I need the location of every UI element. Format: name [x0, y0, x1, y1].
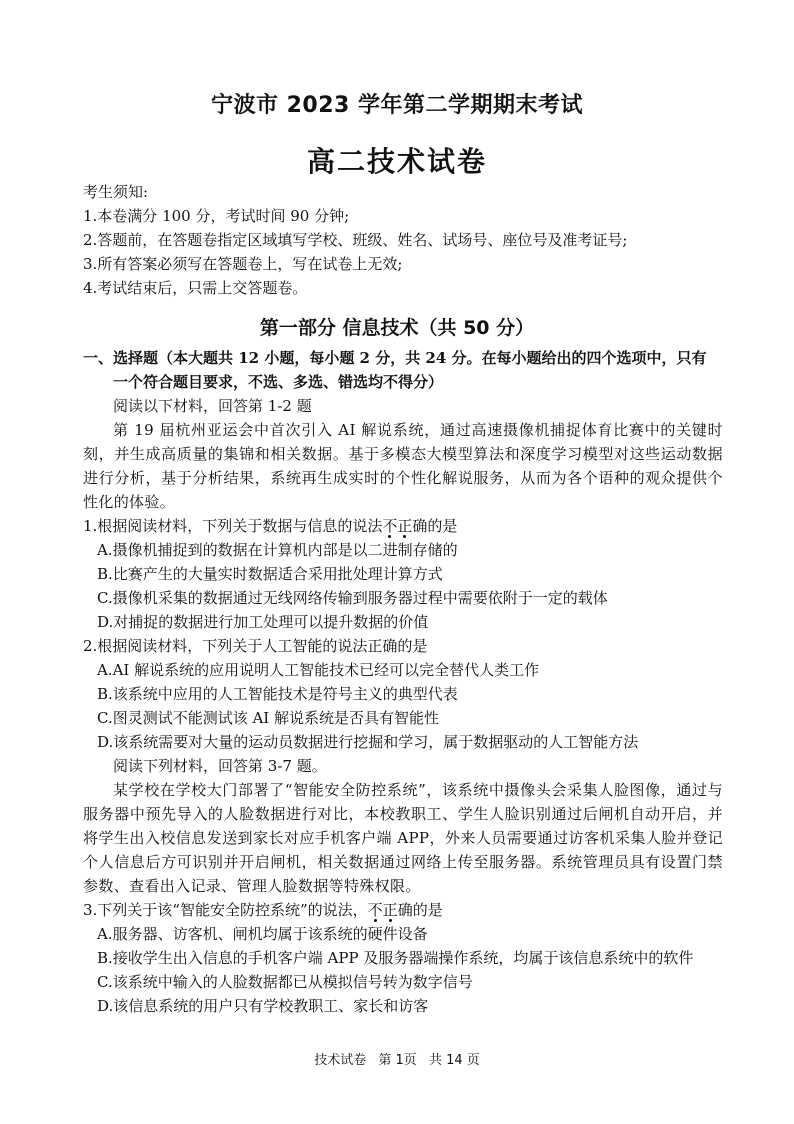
- answer-option: C.图灵测试不能测试该 AI 解说系统是否具有智能性: [97, 709, 440, 727]
- section-heading: [83, 346, 723, 394]
- material-intro: 阅读以下材料，回答第 1-2 题: [113, 397, 312, 415]
- notice-item: 2.答题前，在答题卷指定区域填写学校、班级、姓名、试场号、座位号及准考证号;: [83, 231, 628, 249]
- answer-option: B.接收学生出入信息的手机客户端 APP 及服务器端操作系统，均属于该信息系统中的软件: [97, 949, 694, 967]
- answer-option: B.该系统中应用的人工智能技术是符号主义的典型代表: [97, 685, 458, 703]
- answer-option: D.对捕捉的数据进行加工处理可以提升数据的价值: [97, 613, 429, 631]
- footer-total-pages: 共 14 页: [428, 1053, 480, 1068]
- answer-option: A.AI 解说系统的应用说明人工智能技术已经可以完全替代人类工作: [97, 661, 540, 679]
- stem-text: 1.根据阅读材料，下列关于数据与信息的说法: [83, 517, 383, 535]
- question-stem: [83, 514, 723, 538]
- question-stem: [83, 898, 723, 922]
- material-intro: 阅读下列材料，回答第 3-7 题。: [113, 757, 327, 775]
- answer-option: A.摄像机捕捉到的数据在计算机内部是以二进制存储的: [97, 541, 458, 559]
- candidate-notice: [83, 180, 763, 300]
- answer-option: D.该系统需要对大量的运动员数据进行挖掘和学习，属于数据驱动的人工智能方法: [97, 733, 639, 751]
- stem-text: 3.下列关于该“智能安全防控系统”的说法，: [83, 901, 368, 919]
- answer-option: D.该信息系统的用户只有学校教职工、家长和访客: [97, 997, 429, 1015]
- answer-option: B.比赛产生的大量实时数据适合采用批处理计算方式: [97, 565, 443, 583]
- exam-title: 宁波市 2023 学年第二学期期末考试: [210, 93, 584, 118]
- reading-material: 第 19 届杭州亚运会中首次引入 AI 解说系统，通过高速摄像机捕捉体育比赛中的关键时刻，并生成高质量的集锦和相关数据。基于多模态大模型算法和深度学习模型对这些运动数据进行分析，基于分析结果，系统再生成实时的个性化解说服务，从而为各个语种的观众提供个性化的体验。: [83, 421, 723, 511]
- paper-title: 高二技术试卷: [306, 145, 487, 178]
- answer-option: A.服务器、访客机、闸机均属于该系统的硬件设备: [97, 925, 428, 943]
- question-stem: 2.根据阅读材料，下列关于人工智能的说法正确的是: [83, 637, 428, 655]
- section-heading-line: 一个符合题目要求，不选、多选、错选均不得分）: [113, 373, 444, 391]
- footer-page-number: 第 1页: [378, 1053, 417, 1068]
- footer-subject: 技术试卷: [314, 1053, 367, 1068]
- part-title: 第一部分 信息技术（共 50 分）: [259, 317, 535, 339]
- section-heading-line: 一、选择题（本大题共 12 小题，每小题 2 分，共 24 分。在每小题给出的四个选项中，只有: [83, 349, 707, 367]
- notice-heading: 考生须知:: [83, 183, 149, 201]
- answer-option: C.该系统中输入的人脸数据都已从模拟信号转为数字信号: [97, 973, 473, 991]
- stem-text: 确的是: [397, 901, 443, 919]
- notice-item: 1.本卷满分 100 分，考试时间 90 分钟;: [83, 207, 350, 225]
- emphasis-mark: 不: [367, 901, 383, 919]
- stem-text: 确的是: [412, 517, 458, 535]
- emphasis-mark: 不: [382, 517, 398, 535]
- emphasis-mark: 正: [382, 901, 398, 919]
- answer-option: C.摄像机采集的数据通过无线网络传输到服务器过程中需要依附于一定的载体: [97, 589, 608, 607]
- exam-body: [83, 346, 723, 1018]
- reading-material: 某学校在学校大门部署了“智能安全防控系统”，该系统中摄像头会采集人脸图像，通过与服务器中预先导入的人脸数据进行对比，本校教职工、学生人脸识别通过后闸机自动开启，并将学生出入校信息发送到家长对应手机客户端 APP，外来人员需要通过访客机采集人脸并登记个人信息后方可识别并开启闸机，相关数据通过网络上传至服务器。系统管理员具有设置门禁参数、查看出入记录、管理人脸数据等特殊权限。: [83, 781, 723, 895]
- page-footer: [0, 1049, 794, 1068]
- notice-item: 3.所有答案必须写在答题卷上，写在试卷上无效;: [83, 255, 403, 273]
- notice-item: 4.考试结束后，只需上交答题卷。: [83, 279, 308, 297]
- emphasis-mark: 正: [397, 517, 413, 535]
